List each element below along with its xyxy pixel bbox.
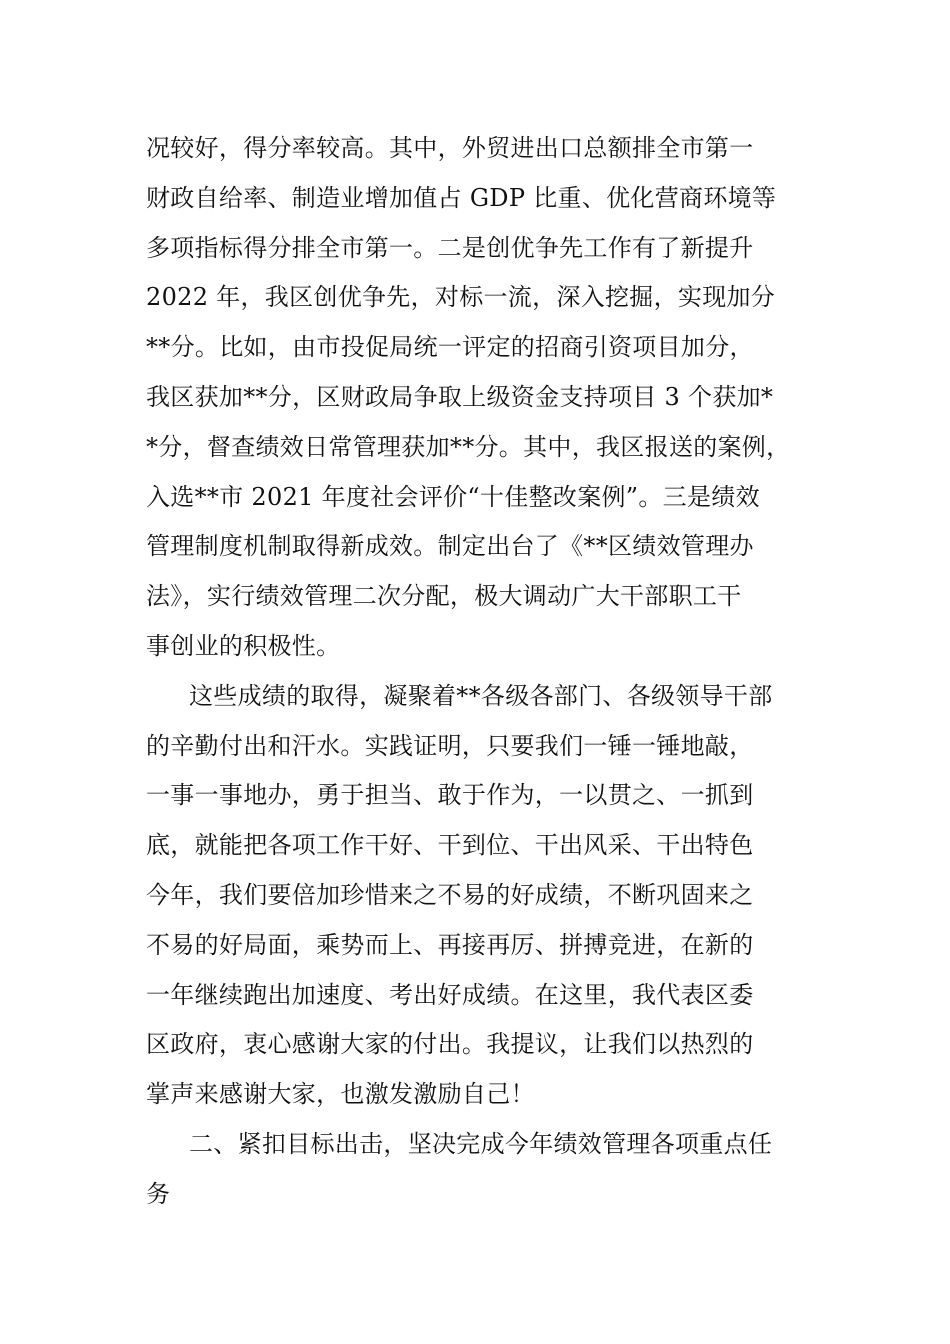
- text-line: 底，就能把各项工作干好、干到位、干出风采、干出特色: [146, 831, 754, 860]
- text-line: 管理制度机制取得新成效。制定出台了《**区绩效管理办: [146, 532, 754, 561]
- text-line: 入选**市 2021 年度社会评价“十佳整改案例”。三是绩效: [146, 482, 760, 511]
- section-heading-line: 二、紧扣目标出击，坚决完成今年绩效管理各项重点任: [189, 1129, 773, 1158]
- text-line: 2022 年，我区创优争先，对标一流，深入挖掘，实现加分: [146, 283, 776, 312]
- text-line: 我区获加**分，区财政局争取上级资金支持项目 3 个获加*: [146, 382, 774, 411]
- text-line: **分。比如，由市投促局统一评定的招商引资项目加分，: [146, 333, 754, 362]
- paragraph-start-line: 这些成绩的取得，凝聚着**各级各部门、各级领导干部: [189, 681, 773, 710]
- section-heading-line: 务: [146, 1179, 171, 1208]
- text-line: 掌声来感谢大家，也激发激励自己！: [146, 1080, 535, 1109]
- text-line: 一年继续跑出加速度、考出好成绩。在这里，我代表区委: [146, 980, 754, 1009]
- text-line: *分，督查绩效日常管理获加**分。其中，我区报送的案例，: [146, 432, 791, 461]
- text-line: 多项指标得分排全市第一。二是创优争先工作有了新提升: [146, 233, 754, 262]
- text-line: 的辛勤付出和汗水。实践证明，只要我们一锤一锤地敲，: [146, 731, 754, 760]
- text-line: 不易的好局面，乘势而上、再接再厉、拼搏竞进，在新的: [146, 930, 754, 959]
- text-line: 今年，我们要倍加珍惜来之不易的好成绩，不断巩固来之: [146, 880, 754, 909]
- text-line: 况较好，得分率较高。其中，外贸进出口总额排全市第一: [146, 134, 754, 162]
- text-line: 财政自给率、制造业增加值占 GDP 比重、优化营商环境等: [146, 183, 777, 212]
- text-line: 事创业的积极性。: [146, 631, 341, 660]
- document-body: [146, 124, 836, 1220]
- text-line: 一事一事地办，勇于担当、敢于作为，一以贯之、一抓到: [146, 781, 754, 810]
- text-line: 区政府，衷心感谢大家的付出。我提议，让我们以热烈的: [146, 1030, 754, 1059]
- text-line: 法》，实行绩效管理二次分配，极大调动广大干部职工干: [146, 582, 742, 611]
